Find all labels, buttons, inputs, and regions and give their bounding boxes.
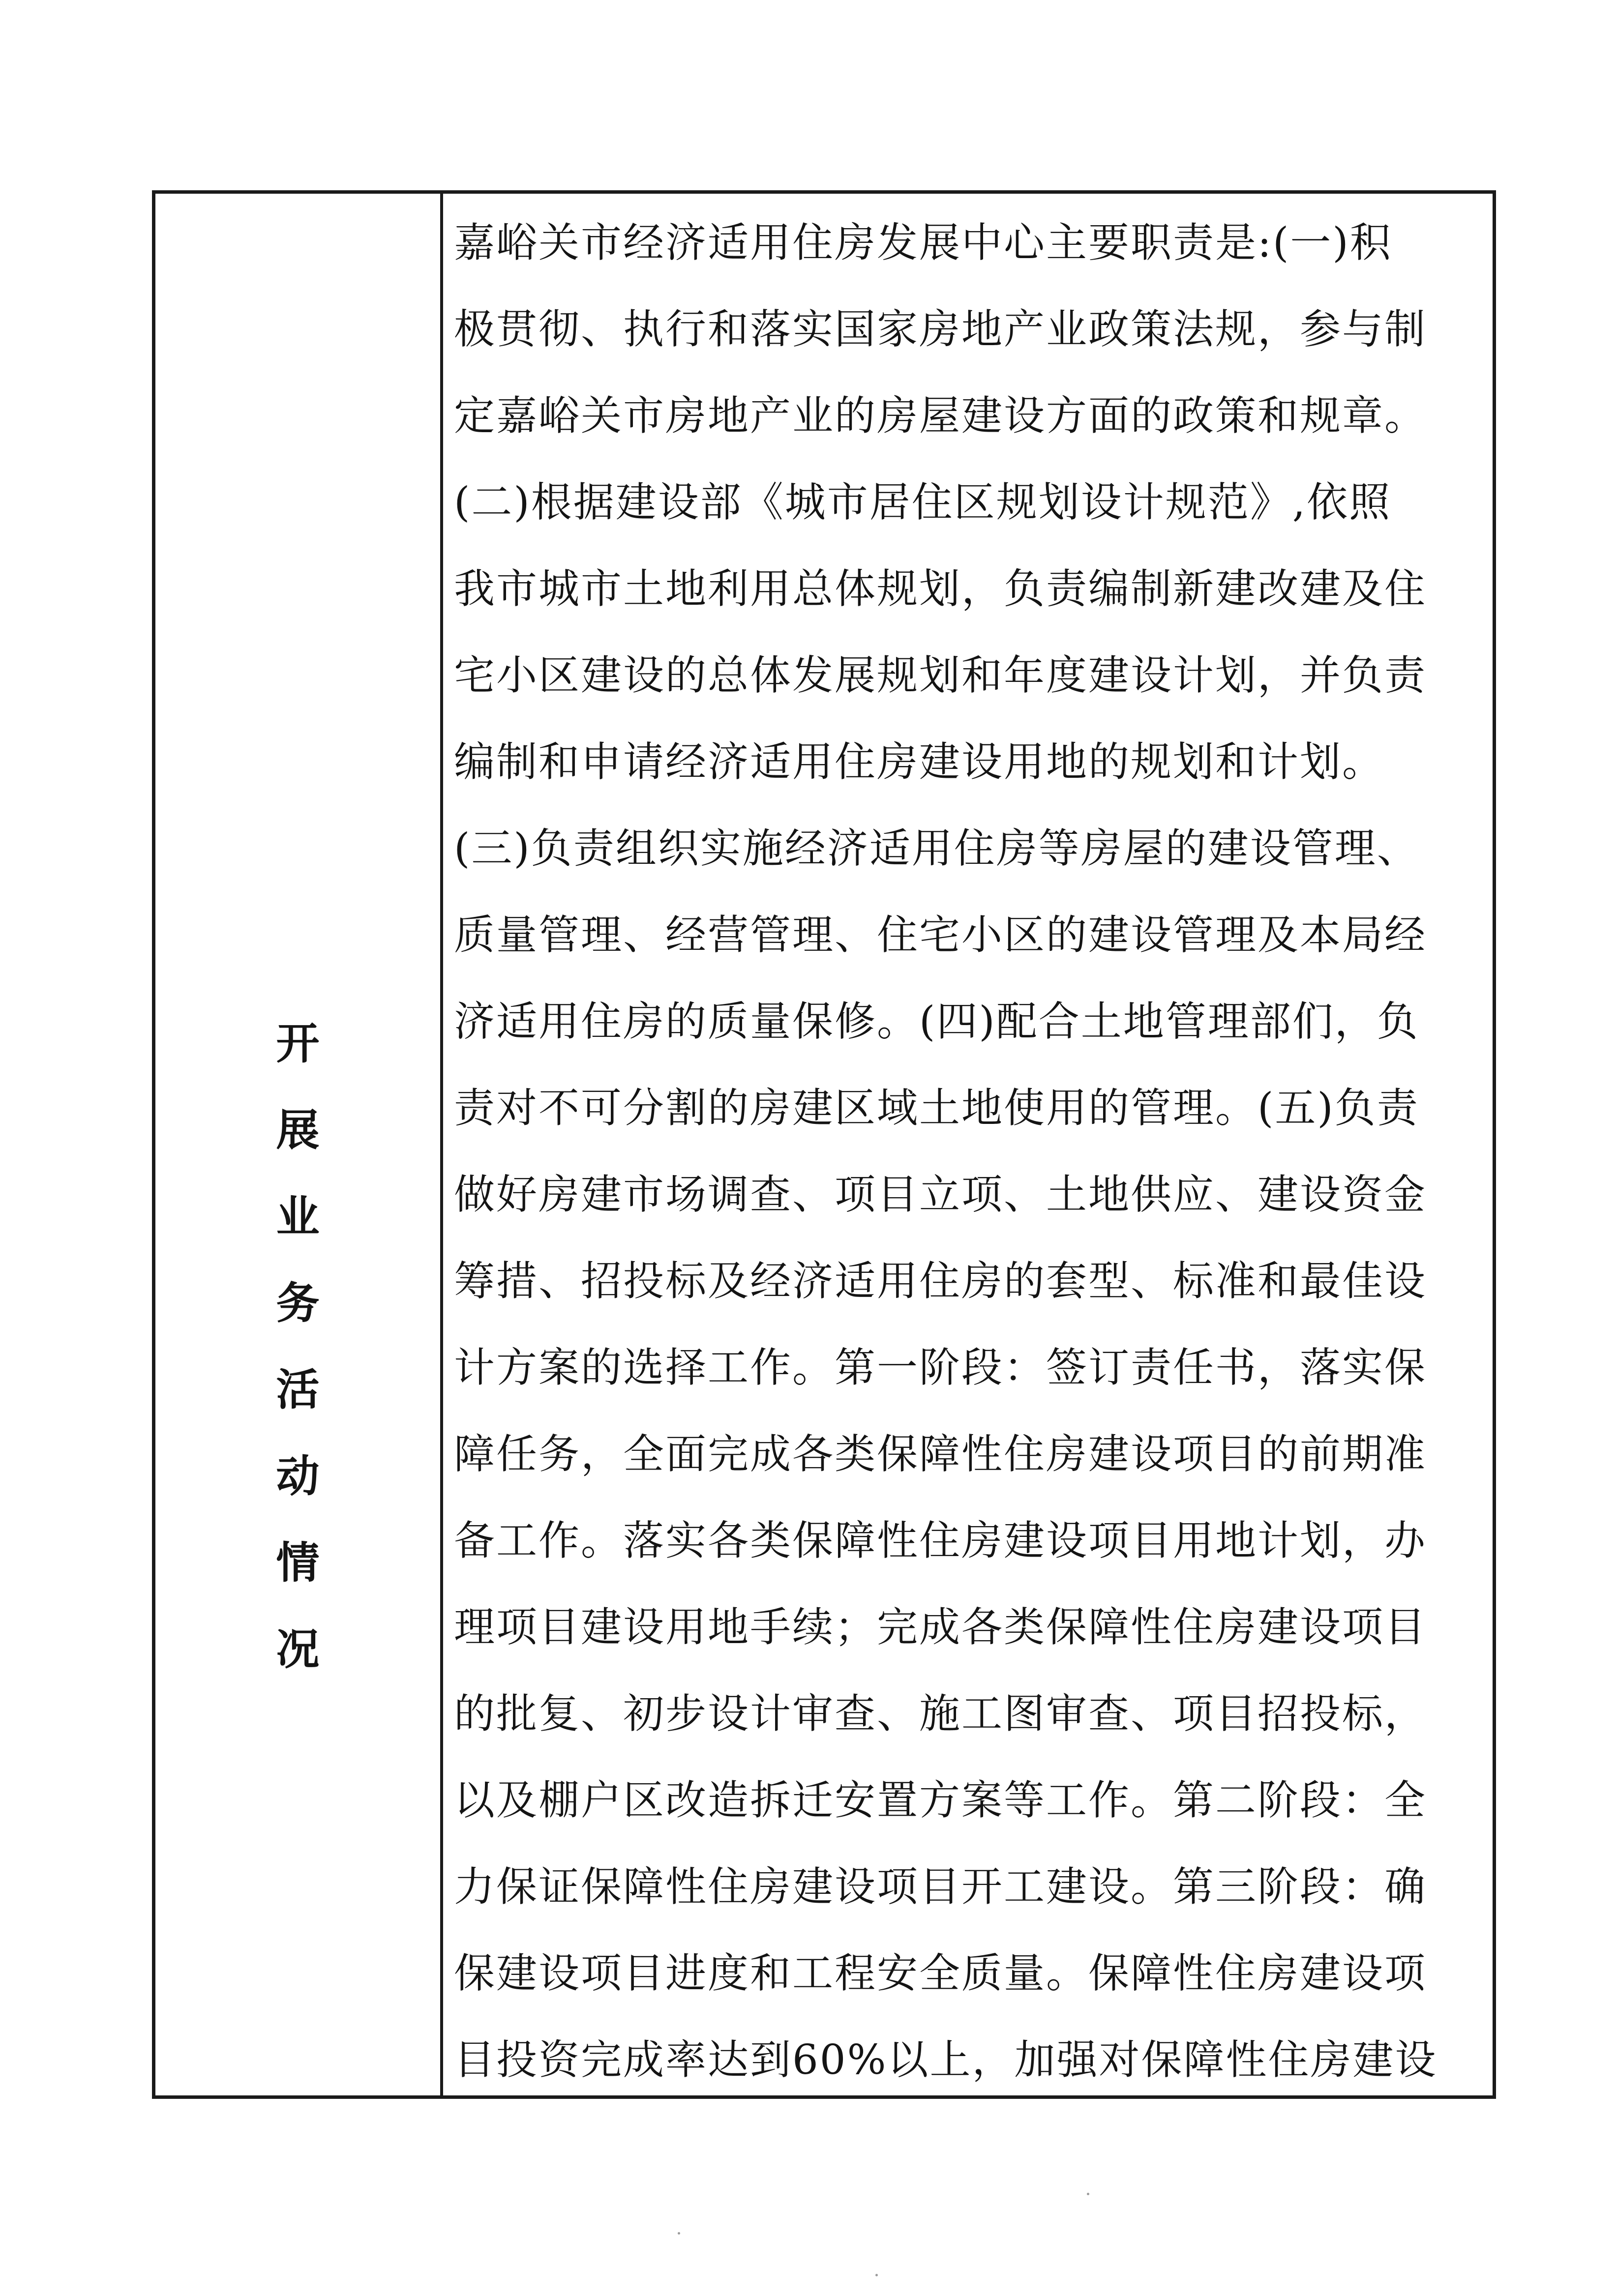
content-line: 宅小区建设的总体发展规划和年度建设计划，并负责 — [454, 651, 1427, 699]
label-char: 展 — [276, 1104, 320, 1155]
label-char: 况 — [276, 1623, 320, 1675]
label-cell — [155, 194, 443, 2095]
label-char: 动 — [276, 1450, 320, 1501]
content-line: (三)负责组织实施经济适用住房等房屋的建设管理、 — [454, 824, 1419, 872]
content-line: 障任务，全面完成各类保障性住房建设项目的前期准 — [454, 1430, 1427, 1478]
content-line: 力保证保障性住房建设项目开工建设。第三阶段：确 — [454, 1863, 1427, 1911]
content-line: 质量管理、经营管理、住宅小区的建设管理及本局经 — [454, 911, 1427, 959]
label-char: 开 — [276, 1018, 320, 1069]
section-label — [155, 1000, 440, 1692]
content-line: 的批复、初步设计审查、施工图审查、项目招投标， — [454, 1690, 1427, 1737]
content-line: 极贯彻、执行和落实国家房地产业政策法规，参与制 — [454, 305, 1427, 353]
content-line: 济适用住房的质量保修。(四)配合土地管理部们，负 — [454, 998, 1419, 1045]
content-line: 保建设项目进度和工程安全质量。保障性住房建设项 — [454, 1949, 1427, 1997]
content-line: 编制和申请经济适用住房建设用地的规划和计划。 — [454, 738, 1384, 786]
content-line: 目投资完成率达到60%以上，加强对保障性住房建设 — [454, 2036, 1437, 2084]
content-line: 嘉峪关市经济适用住房发展中心主要职责是:(一)积 — [454, 219, 1392, 266]
content-line: 计方案的选择工作。第一阶段：签订责任书，落实保 — [454, 1344, 1427, 1391]
content-line: 做好房建市场调查、项目立项、土地供应、建设资金 — [454, 1171, 1427, 1218]
label-char: 情 — [276, 1537, 320, 1588]
scan-speck — [1087, 2193, 1089, 2195]
content-cell — [443, 194, 1493, 2095]
content-line: 责对不可分割的房建区域土地使用的管理。(五)负责 — [454, 1084, 1419, 1132]
scan-speck — [678, 2232, 680, 2235]
content-line: 以及棚户区改造拆迁安置方案等工作。第二阶段：全 — [454, 1776, 1427, 1824]
label-char: 业 — [276, 1191, 320, 1242]
scan-speck — [875, 2274, 878, 2276]
content-line: 我市城市土地利用总体规划，负责编制新建改建及住 — [454, 565, 1427, 613]
content-line: 理项目建设用地手续；完成各类保障性住房建设项目 — [454, 1603, 1427, 1651]
content-line: 筹措、招投标及经济适用住房的套型、标准和最佳设 — [454, 1257, 1427, 1305]
label-char: 活 — [276, 1364, 320, 1415]
content-line: 备工作。落实各类保障性住房建设项目用地计划，办 — [454, 1517, 1427, 1564]
label-char: 务 — [276, 1277, 320, 1328]
content-line: (二)根据建设部《城市居住区规划设计规范》,依照 — [454, 478, 1392, 526]
content-line: 定嘉峪关市房地产业的房屋建设方面的政策和规章。 — [454, 392, 1427, 440]
activity-table — [152, 190, 1496, 2099]
